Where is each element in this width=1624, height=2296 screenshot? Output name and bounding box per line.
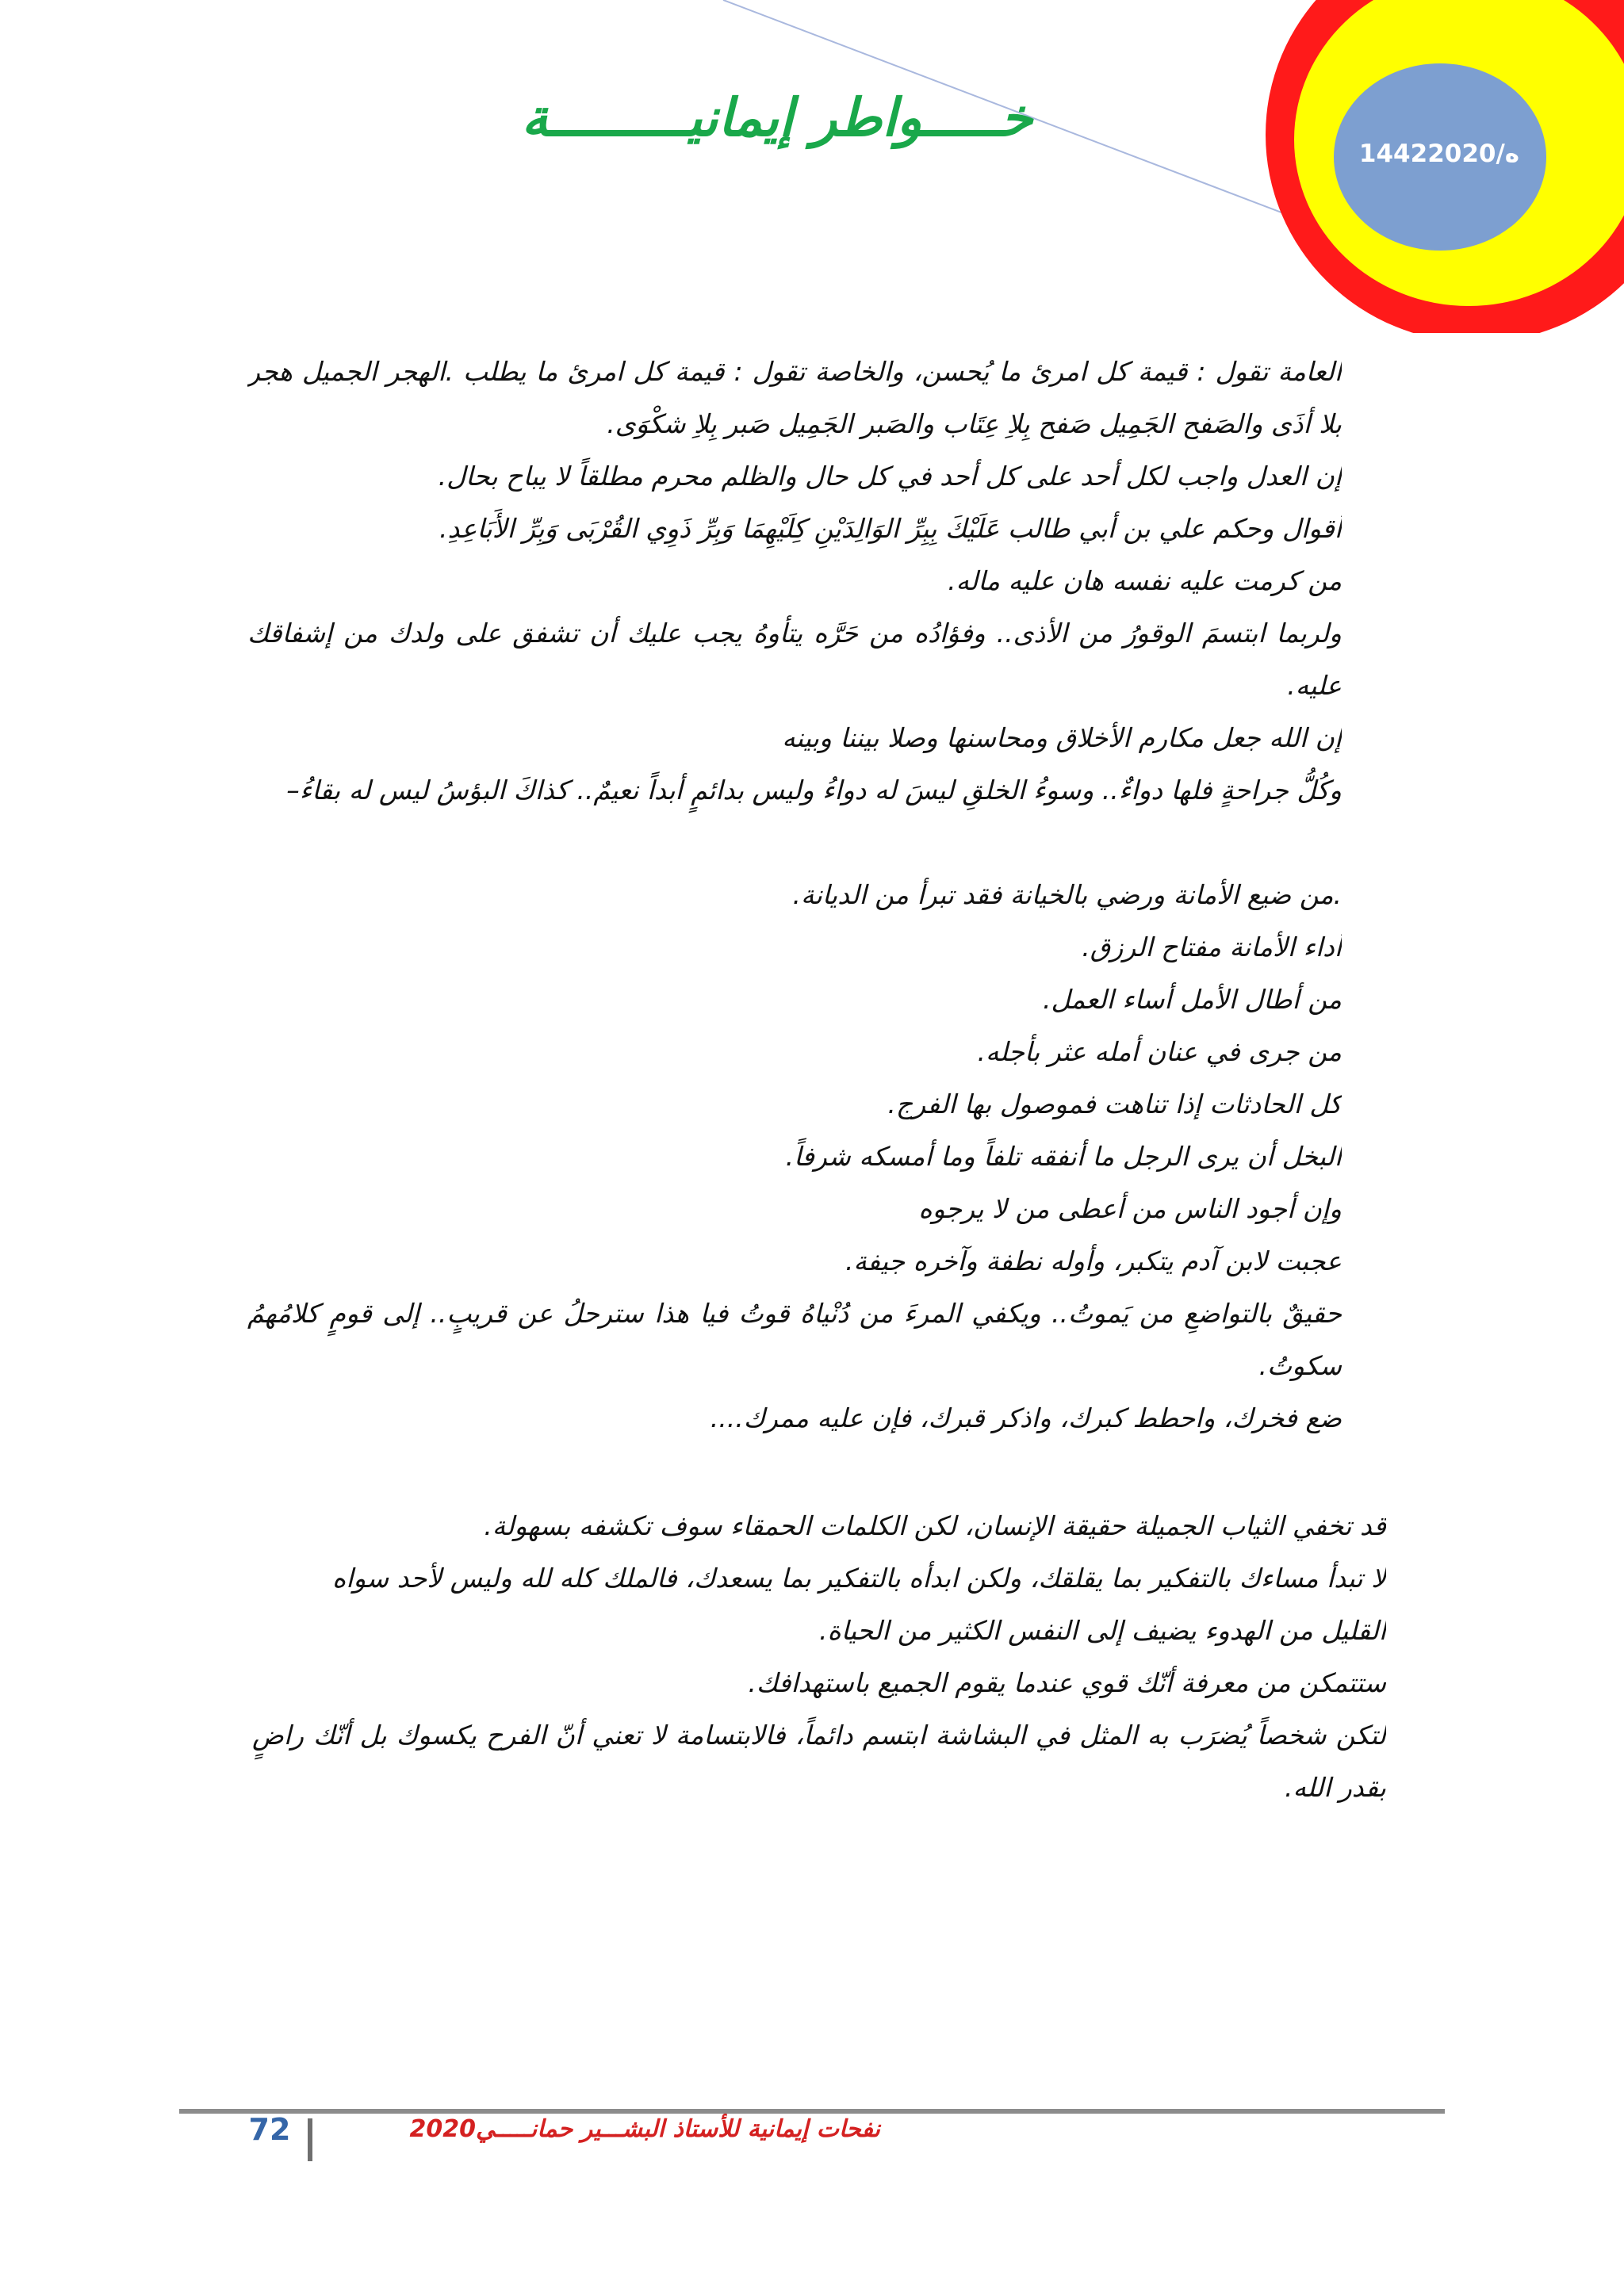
footer-separator — [308, 2118, 312, 2161]
list-item: وإن أجود الناس من أعطى من لا يرجوه — [247, 1183, 1342, 1235]
year-badge: 1442ه/2020 — [1358, 140, 1520, 168]
list-item: كل الحادثات إذا تناهت فموصول بها الفرج. — [247, 1078, 1342, 1131]
list-item: قد تخفي الثياب الجميلة حقيقة الإنسان، لكن الكلمات الحمقاء سوف تكشفه بسهولة. — [252, 1500, 1386, 1552]
sayings-list — [247, 346, 1342, 1445]
list-item: .من ضيع الأمانة ورضي بالخيانة فقد تبرأ من الديانة. — [247, 869, 1342, 921]
list-item: أداء الأمانة مفتاح الرزق. — [247, 921, 1342, 974]
list-item: إن العدل واجب لكل أحد على كل أحد في كل حال والظلم محرم مطلقاً لا يباح بحال. — [247, 450, 1342, 503]
list-item: لا تبدأ مساءك بالتفكير بما يقلقك، ولكن ابدأه بالتفكير بما يسعدك، فالملك كله لله وليس لأحد سواه — [252, 1552, 1386, 1605]
list-item: لتكن شخصاً يُضرَب به المثل في البشاشة ابتسم دائماً، فالابتسامة لا تعني أنّ الفرح يكسوك بل أنّك راضٍ بقدر الله. — [252, 1709, 1386, 1814]
list-item: عجبت لابن آدم يتكبر، وأوله نطفة وآخره جيفة. — [247, 1235, 1342, 1288]
footer-book-title: نفحات إيمانية للأستاذ البشـــير حمانـــــي2020 — [409, 2115, 880, 2143]
list-item: ولربما ابتسمَ الوقورُ من الأذى.. وفؤادُه من حَرَّه يتأوهُ يجب عليك أن تشفق على ولدك من إشفاقك عليه. — [247, 607, 1342, 712]
list-item: من جرى في عنان أمله عثر بأجله. — [247, 1026, 1342, 1078]
list-item: القليل من الهدوء يضيف إلى النفس الكثير من الحياة. — [252, 1605, 1386, 1657]
list-item: ضع فخرك، واحطط كبرك، واذكر قبرك، فإن عليه ممرك.... — [247, 1392, 1342, 1445]
list-item: البخل أن يرى الرجل ما أنفقه تلفاً وما أمسكه شرفاً. — [247, 1131, 1342, 1183]
list-item: من كرمت عليه نفسه هان عليه ماله. — [247, 555, 1342, 607]
list-item: أقوال وحكم علي بن أبي طالب عَلَيْكَ بِبِرِّ الوَالِدَيْنِ كِلَيْهِمَا وَبِرِّ ذَوِي القُرْبَى وَبِرِّ الأَبَاعِدِ. — [247, 503, 1342, 555]
page-number: 72 — [248, 2112, 291, 2147]
list-item: إن الله جعل مكارم الأخلاق ومحاسنها وصلا بيننا وبينه — [247, 712, 1342, 764]
list-item: من أطال الأمل أساء العمل. — [247, 974, 1342, 1026]
footer-rule — [179, 2109, 1445, 2114]
reflections-list — [252, 1500, 1386, 1814]
list-item: ستتمكن من معرفة أنّك قوي عندما يقوم الجميع باستهدافك. — [252, 1657, 1386, 1709]
page-title: خـــــواطر إيمانيـــــــــة — [521, 87, 1033, 148]
list-item: حقيقٌ بالتواضعِ من يَموتُ.. ويكفي المرءَ من دُنْياهُ قوتُ فيا هذا سترحلُ عن قريبٍ.. إلى قومٍ كلامُهمُ سكوتُ. — [247, 1288, 1342, 1392]
list-item: العامة تقول : قيمة كل امرئ ما يُحسن، والخاصة تقول : قيمة كل امرئ ما يطلب .الهجر الجميل هجر بلا أذَى والصَفح الجَمِيل صَفح بِلاِ عِتَاب والصَبر الجَمِيل صَبر بِلاِ شكْوَى. — [247, 346, 1342, 450]
list-item: وكُلُّ جراحةٍ فلها دواءٌ.. وسوءُ الخلقِ ليسَ له دواءُ وليس بدائمٍ أبداً نعيمٌ.. كذاكَ البؤسُ ليس له بقاءُ– — [247, 764, 1342, 869]
